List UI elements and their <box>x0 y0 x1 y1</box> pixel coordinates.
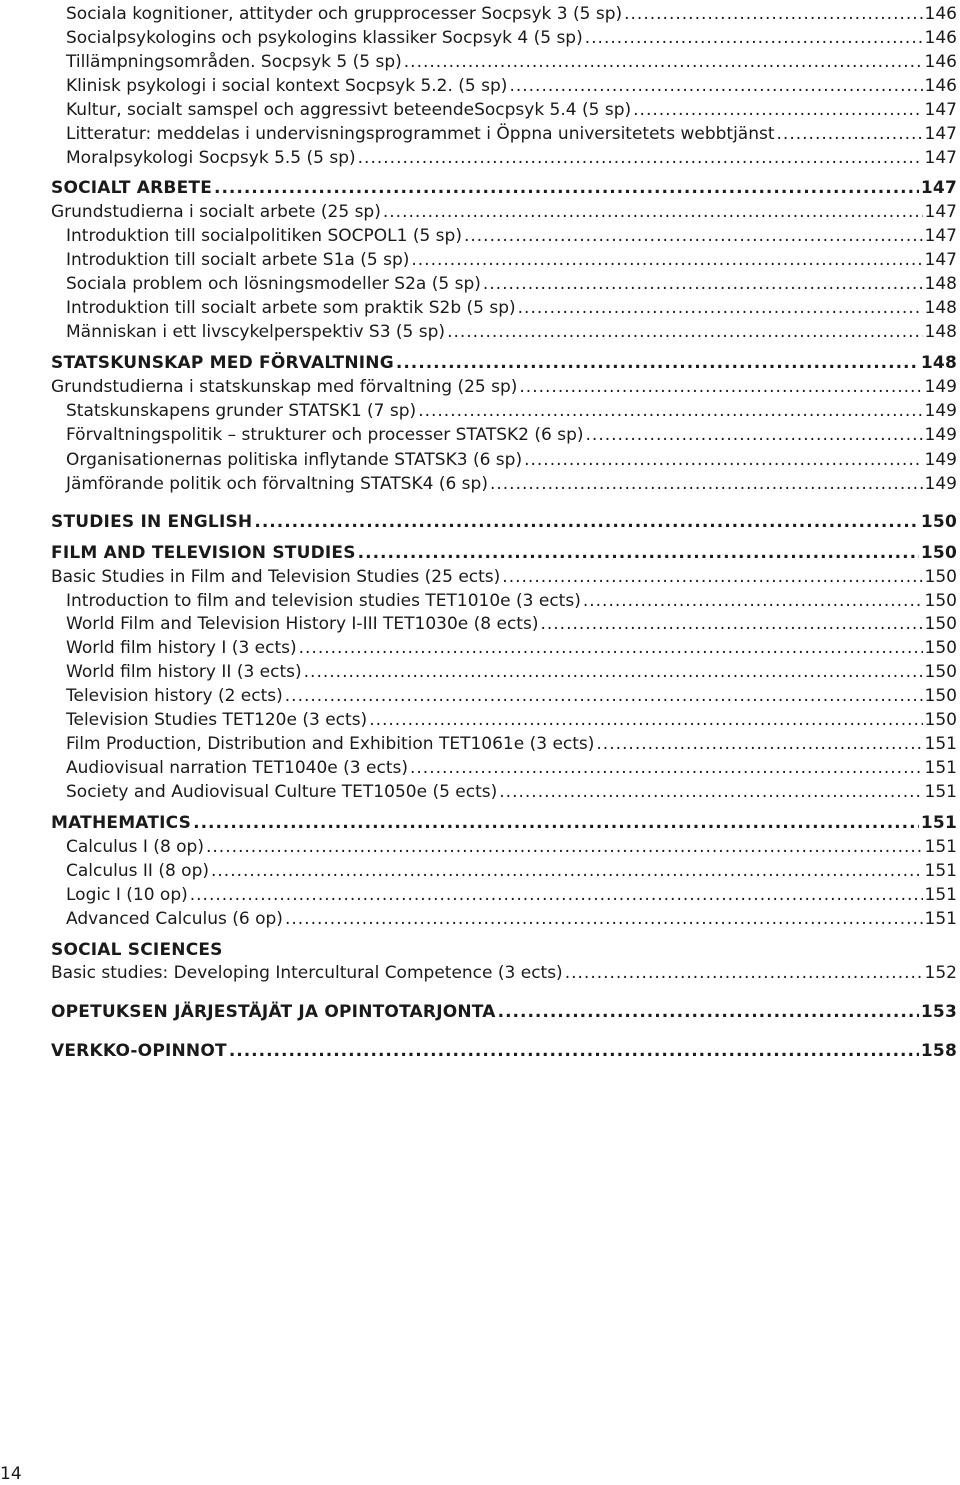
dot-leader <box>483 273 923 295</box>
toc-entry-page: 146 <box>924 28 957 48</box>
dot-leader <box>498 1001 919 1023</box>
toc-entry-page: 158 <box>920 1041 957 1061</box>
dot-leader <box>777 123 923 145</box>
toc-entry-page: 148 <box>920 353 957 373</box>
dot-leader <box>396 352 919 374</box>
toc-entry-page: 151 <box>924 837 957 857</box>
toc-entry-page: 147 <box>924 250 957 270</box>
toc-entry-page: 151 <box>924 909 957 929</box>
toc-entry-page: 147 <box>924 100 957 120</box>
toc-entry-title: Sociala kognitioner, attityder och grupprocesser Socpsyk 3 (5 sp) <box>66 4 623 24</box>
toc-entry-page: 150 <box>924 591 957 611</box>
toc-entry-page: 150 <box>924 710 957 730</box>
toc-entry[interactable] <box>66 685 957 707</box>
toc-entry[interactable] <box>66 661 957 683</box>
toc-section-heading[interactable] <box>51 542 957 564</box>
toc-entry-title: Grundstudierna i statskunskap med förvaltning (25 sp) <box>51 377 518 397</box>
toc-entry[interactable] <box>66 75 957 97</box>
toc-entry-page: 147 <box>924 148 957 168</box>
toc-entry-title: World Film and Television History I-III TET1030e (8 ects) <box>66 614 539 634</box>
toc-entry-title: STATSKUNSKAP MED FÖRVALTNING <box>51 353 394 373</box>
toc-entry[interactable] <box>66 908 957 930</box>
toc-entry-title: Television Studies TET120e (3 ects) <box>66 710 368 730</box>
toc-entry-page: 153 <box>920 1002 957 1022</box>
dot-leader <box>490 473 923 495</box>
dot-leader <box>518 297 923 319</box>
toc-entry-page: 147 <box>924 202 957 222</box>
dot-leader <box>447 321 922 343</box>
toc-entry-title: Tillämpningsområden. Socpsyk 5 (5 sp) <box>66 52 402 72</box>
dot-leader <box>254 511 919 533</box>
toc-entry-title: Statskunskapens grunder STATSK1 (7 sp) <box>66 401 417 421</box>
dot-leader <box>418 400 922 422</box>
toc-entry-title: SOCIALT ARBETE <box>51 178 213 198</box>
toc-entry[interactable] <box>66 473 957 495</box>
toc-section-heading[interactable] <box>51 812 957 834</box>
toc-section-heading[interactable] <box>51 1040 957 1062</box>
toc-entry-page: 150 <box>924 567 957 587</box>
toc-entry-page: 146 <box>924 76 957 96</box>
toc-entry-page: 147 <box>924 124 957 144</box>
toc-entry-title: Television history (2 ects) <box>66 686 283 706</box>
toc-entry-page: 151 <box>924 758 957 778</box>
toc-section-heading[interactable] <box>51 939 957 961</box>
toc-entry[interactable] <box>66 613 957 635</box>
toc-entry-page: 150 <box>924 614 957 634</box>
toc-entry-page: 149 <box>924 474 957 494</box>
toc-entry[interactable] <box>66 123 957 145</box>
toc-entry-title: OPETUKSEN JÄRJESTÄJÄT JA OPINTOTARJONTA <box>51 1002 496 1022</box>
toc-section-heading[interactable] <box>51 177 957 199</box>
toc-entry-title: Klinisk psykologi i social kontext Socpsyk 5.2. (5 sp) <box>66 76 508 96</box>
toc-entry-title: Calculus I (8 op) <box>66 837 204 857</box>
toc-entry-page: 151 <box>924 861 957 881</box>
dot-leader <box>565 962 923 984</box>
toc-entry-page: 150 <box>924 662 957 682</box>
toc-entry-title: Calculus II (8 op) <box>66 861 209 881</box>
dot-leader <box>206 836 923 858</box>
dot-leader <box>229 1040 919 1062</box>
toc-entry[interactable] <box>66 3 957 25</box>
dot-leader <box>540 613 922 635</box>
toc-entry-title: Basic studies: Developing Intercultural Competence (3 ects) <box>51 963 563 983</box>
dot-leader <box>211 860 923 882</box>
toc-entry-page: 149 <box>924 425 957 445</box>
toc-section-heading[interactable] <box>51 511 957 533</box>
toc-entry-page: 149 <box>924 401 957 421</box>
dot-leader <box>502 566 922 588</box>
toc-entry[interactable] <box>51 376 957 398</box>
toc-entry-page: 150 <box>924 686 957 706</box>
toc-entry[interactable] <box>51 201 957 223</box>
toc-entry[interactable] <box>66 637 957 659</box>
dot-leader <box>214 177 919 199</box>
toc-entry-page: 149 <box>924 450 957 470</box>
toc-entry-title: Introduction to film and television studies TET1010e (3 ects) <box>66 591 581 611</box>
toc-entry-title: SOCIAL SCIENCES <box>51 940 223 960</box>
toc-entry[interactable] <box>66 449 957 471</box>
dot-leader <box>633 99 922 121</box>
toc-entry-page: 146 <box>924 52 957 72</box>
toc-entry[interactable] <box>51 566 957 588</box>
toc-entry-title: Jämförande politik och förvaltning STATSK4 (6 sp) <box>66 474 488 494</box>
toc-entry-page: 146 <box>924 4 957 24</box>
page-number: 14 <box>0 1464 22 1484</box>
dot-leader <box>383 201 923 223</box>
toc-entry-title: Audiovisual narration TET1040e (3 ects) <box>66 758 408 778</box>
toc-entry-title: Organisationernas politiska inflytande STATSK3 (6 sp) <box>66 450 523 470</box>
dot-leader <box>190 884 923 906</box>
dot-leader <box>524 449 922 471</box>
toc-entry[interactable] <box>51 962 957 984</box>
dot-leader <box>358 542 919 564</box>
toc-entry-title: Introduktion till socialt arbete som praktik S2b (5 sp) <box>66 298 516 318</box>
dot-leader <box>404 51 923 73</box>
toc-section-heading[interactable] <box>51 1001 957 1023</box>
toc-entry-title: Människan i ett livscykelperspektiv S3 (5 sp) <box>66 322 446 342</box>
dot-leader <box>285 908 923 930</box>
toc-entry[interactable] <box>66 400 957 422</box>
toc-entry-title: Introduktion till socialpolitiken SOCPOL1 (5 sp) <box>66 226 462 246</box>
dot-leader <box>304 661 923 683</box>
toc-entry-page: 150 <box>924 638 957 658</box>
dot-leader <box>193 812 919 834</box>
dot-leader <box>583 590 923 612</box>
dot-leader <box>411 249 922 271</box>
toc-entry[interactable] <box>66 51 957 73</box>
toc-entry-title: Society and Audiovisual Culture TET1050e (5 ects) <box>66 782 498 802</box>
toc-entry-title: Basic Studies in Film and Television Studies (25 ects) <box>51 567 501 587</box>
toc-entry[interactable] <box>66 297 957 319</box>
toc-entry-page: 150 <box>920 543 957 563</box>
toc-entry[interactable] <box>66 424 957 446</box>
toc-entry-title: World film history II (3 ects) <box>66 662 302 682</box>
toc-entry-title: Grundstudierna i socialt arbete (25 sp) <box>51 202 381 222</box>
toc-entry-title: VERKKO-OPINNOT <box>51 1041 227 1061</box>
toc-entry[interactable] <box>66 757 957 779</box>
dot-leader <box>519 376 922 398</box>
toc-entry-title: Logic I (10 op) <box>66 885 188 905</box>
toc-entry-title: Advanced Calculus (6 op) <box>66 909 283 929</box>
toc-entry-title: MATHEMATICS <box>51 813 192 833</box>
toc-entry-page: 147 <box>924 226 957 246</box>
toc-entry-page: 148 <box>924 274 957 294</box>
toc-entry-title: Introduktion till socialt arbete S1a (5 sp) <box>66 250 410 270</box>
toc-entry-title: Sociala problem och lösningsmodeller S2a (5 sp) <box>66 274 481 294</box>
toc-entry[interactable] <box>66 590 957 612</box>
toc-entry-page: 148 <box>924 298 957 318</box>
toc-entry[interactable] <box>66 781 957 803</box>
toc-entry-page: 151 <box>920 813 957 833</box>
toc-entry[interactable] <box>66 860 957 882</box>
toc-entry-title: Litteratur: meddelas i undervisningsprogrammet i Öppna universitetets webbtjänst <box>66 124 775 144</box>
toc-entry[interactable] <box>66 27 957 49</box>
dot-leader <box>586 424 923 446</box>
toc-entry-page: 149 <box>924 377 957 397</box>
toc-entry-title: Kultur, socialt samspel och aggressivt beteendeSocpsyk 5.4 (5 sp) <box>66 100 632 120</box>
toc-entry-page: 151 <box>924 885 957 905</box>
dot-leader <box>358 147 923 169</box>
toc-entry-title: Socialpsykologins och psykologins klassiker Socpsyk 4 (5 sp) <box>66 28 583 48</box>
toc-entry-page: 151 <box>924 782 957 802</box>
toc-entry[interactable] <box>66 321 957 343</box>
dot-leader <box>509 75 922 97</box>
toc-entry[interactable] <box>66 225 957 247</box>
toc-entry[interactable] <box>66 99 957 121</box>
toc-entry[interactable] <box>66 273 957 295</box>
toc-entry-page: 152 <box>924 963 957 983</box>
dot-leader <box>585 27 923 49</box>
dot-leader <box>285 685 923 707</box>
toc-entry-title: Film Production, Distribution and Exhibition TET1061e (3 ects) <box>66 734 595 754</box>
toc-entry-page: 147 <box>920 178 957 198</box>
toc-entry-page: 151 <box>924 734 957 754</box>
dot-leader <box>369 709 922 731</box>
toc-entry-title: World film history I (3 ects) <box>66 638 297 658</box>
dot-leader <box>596 733 922 755</box>
toc-section-heading[interactable] <box>51 352 957 374</box>
toc-entry-title: Moralpsykologi Socpsyk 5.5 (5 sp) <box>66 148 356 168</box>
toc-entry[interactable] <box>66 709 957 731</box>
toc-entry-title: FILM AND TELEVISION STUDIES <box>51 543 356 563</box>
toc-entry-title: STUDIES IN ENGLISH <box>51 512 253 532</box>
toc-entry-page: 150 <box>920 512 957 532</box>
toc-entry-page: 148 <box>924 322 957 342</box>
toc-entry[interactable] <box>66 884 957 906</box>
dot-leader <box>464 225 923 247</box>
toc-entry[interactable] <box>66 249 957 271</box>
toc-entry[interactable] <box>66 147 957 169</box>
dot-leader <box>624 3 922 25</box>
toc-entry-title: Förvaltningspolitik – strukturer och processer STATSK2 (6 sp) <box>66 425 584 445</box>
dot-leader <box>410 757 923 779</box>
toc-entry[interactable] <box>66 836 957 858</box>
toc-entry[interactable] <box>66 733 957 755</box>
dot-leader <box>299 637 923 659</box>
dot-leader <box>499 781 922 803</box>
